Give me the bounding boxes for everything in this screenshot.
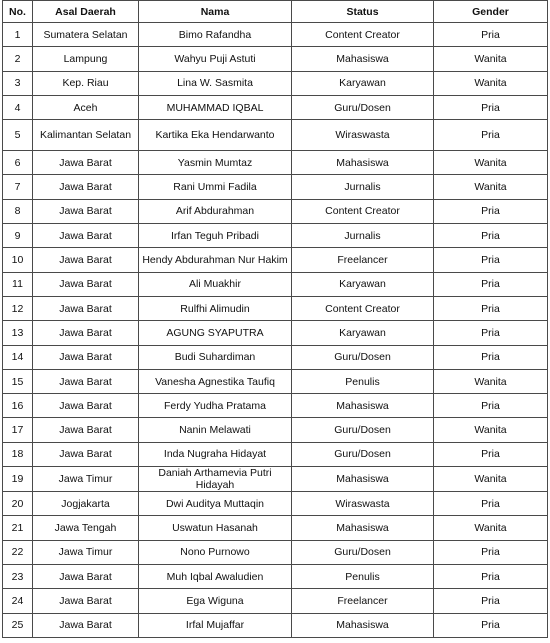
cell-nama: Rani Ummi Fadila: [139, 175, 292, 199]
cell-gender: Pria: [434, 248, 548, 272]
cell-no: 2: [3, 47, 33, 71]
cell-gender: Pria: [434, 345, 548, 369]
cell-asal-daerah: Jawa Barat: [33, 418, 139, 442]
cell-gender: Pria: [434, 442, 548, 466]
cell-asal-daerah: Jawa Barat: [33, 394, 139, 418]
cell-no: 24: [3, 589, 33, 613]
cell-nama: Bimo Rafandha: [139, 23, 292, 47]
cell-nama: Ali Muakhir: [139, 272, 292, 296]
table-row: [3, 418, 548, 442]
cell-no: 10: [3, 248, 33, 272]
cell-no: 9: [3, 224, 33, 248]
cell-nama: Uswatun Hasanah: [139, 516, 292, 540]
cell-status: Mahasiswa: [292, 613, 434, 637]
header-gender: Gender: [434, 1, 548, 23]
cell-status: Mahasiswa: [292, 47, 434, 71]
cell-nama: Ega Wiguna: [139, 589, 292, 613]
table-row: [3, 321, 548, 345]
cell-nama: Budi Suhardiman: [139, 345, 292, 369]
cell-nama: Yasmin Mumtaz: [139, 151, 292, 175]
cell-no: 15: [3, 369, 33, 393]
cell-asal-daerah: Jawa Barat: [33, 442, 139, 466]
cell-status: Mahasiswa: [292, 151, 434, 175]
cell-nama: Hendy Abdurahman Nur Hakim: [139, 248, 292, 272]
cell-no: 1: [3, 23, 33, 47]
cell-nama: Lina W. Sasmita: [139, 71, 292, 95]
cell-no: 6: [3, 151, 33, 175]
table-row: [3, 564, 548, 588]
cell-no: 5: [3, 120, 33, 151]
table-row: [3, 394, 548, 418]
cell-status: Wiraswasta: [292, 492, 434, 516]
cell-asal-daerah: Jawa Barat: [33, 175, 139, 199]
cell-no: 16: [3, 394, 33, 418]
cell-nama: Arif Abdurahman: [139, 199, 292, 223]
cell-nama: AGUNG SYAPUTRA: [139, 321, 292, 345]
cell-gender: Pria: [434, 613, 548, 637]
cell-gender: Wanita: [434, 467, 548, 492]
cell-no: 3: [3, 71, 33, 95]
table-row: [3, 442, 548, 466]
table-row: [3, 47, 548, 71]
cell-status: Karyawan: [292, 71, 434, 95]
cell-nama: Kartika Eka Hendarwanto: [139, 120, 292, 151]
cell-gender: Pria: [434, 540, 548, 564]
cell-asal-daerah: Jawa Barat: [33, 272, 139, 296]
cell-status: Content Creator: [292, 199, 434, 223]
cell-status: Freelancer: [292, 248, 434, 272]
cell-asal-daerah: Jawa Barat: [33, 199, 139, 223]
cell-gender: Wanita: [434, 71, 548, 95]
cell-nama: Dwi Auditya Muttaqin: [139, 492, 292, 516]
cell-no: 14: [3, 345, 33, 369]
cell-nama: Wahyu Puji Astuti: [139, 47, 292, 71]
cell-asal-daerah: Jawa Barat: [33, 248, 139, 272]
cell-gender: Pria: [434, 564, 548, 588]
cell-nama: Nono Purnowo: [139, 540, 292, 564]
cell-gender: Wanita: [434, 47, 548, 71]
cell-no: 11: [3, 272, 33, 296]
cell-no: 20: [3, 492, 33, 516]
cell-nama: Vanesha Agnestika Taufiq: [139, 369, 292, 393]
table-body: [3, 23, 548, 638]
cell-status: Freelancer: [292, 589, 434, 613]
cell-asal-daerah: Jawa Tengah: [33, 516, 139, 540]
cell-status: Jurnalis: [292, 224, 434, 248]
header-row: [3, 1, 548, 23]
table-row: [3, 272, 548, 296]
table-row: [3, 71, 548, 95]
cell-nama: Irfan Teguh Pribadi: [139, 224, 292, 248]
cell-asal-daerah: Jawa Timur: [33, 540, 139, 564]
header-no: No.: [3, 1, 33, 23]
cell-gender: Pria: [434, 589, 548, 613]
cell-no: 23: [3, 564, 33, 588]
cell-no: 17: [3, 418, 33, 442]
table-row: [3, 151, 548, 175]
cell-gender: Wanita: [434, 369, 548, 393]
table-row: [3, 613, 548, 637]
cell-status: Guru/Dosen: [292, 95, 434, 119]
cell-gender: Wanita: [434, 151, 548, 175]
cell-asal-daerah: Lampung: [33, 47, 139, 71]
table-row: [3, 589, 548, 613]
cell-status: Mahasiswa: [292, 394, 434, 418]
cell-nama: Rulfhi Alimudin: [139, 296, 292, 320]
cell-asal-daerah: Sumatera Selatan: [33, 23, 139, 47]
cell-no: 4: [3, 95, 33, 119]
cell-asal-daerah: Jawa Barat: [33, 613, 139, 637]
cell-asal-daerah: Aceh: [33, 95, 139, 119]
cell-status: Penulis: [292, 564, 434, 588]
cell-gender: Pria: [434, 321, 548, 345]
cell-gender: Pria: [434, 95, 548, 119]
cell-gender: Wanita: [434, 175, 548, 199]
cell-no: 13: [3, 321, 33, 345]
cell-status: Karyawan: [292, 321, 434, 345]
table-row: [3, 516, 548, 540]
cell-status: Mahasiswa: [292, 516, 434, 540]
cell-status: Guru/Dosen: [292, 345, 434, 369]
cell-status: Karyawan: [292, 272, 434, 296]
cell-no: 8: [3, 199, 33, 223]
cell-gender: Wanita: [434, 516, 548, 540]
table-row: [3, 369, 548, 393]
cell-nama: Daniah Arthamevia Putri Hidayah: [139, 467, 292, 492]
cell-gender: Pria: [434, 199, 548, 223]
cell-status: Content Creator: [292, 296, 434, 320]
cell-nama: Muh Iqbal Awaludien: [139, 564, 292, 588]
cell-no: 19: [3, 467, 33, 492]
header-status: Status: [292, 1, 434, 23]
cell-status: Penulis: [292, 369, 434, 393]
cell-no: 21: [3, 516, 33, 540]
cell-asal-daerah: Jawa Timur: [33, 467, 139, 492]
cell-nama: Ferdy Yudha Pratama: [139, 394, 292, 418]
cell-no: 22: [3, 540, 33, 564]
table-row: [3, 492, 548, 516]
cell-gender: Wanita: [434, 418, 548, 442]
cell-asal-daerah: Jawa Barat: [33, 224, 139, 248]
cell-gender: Pria: [434, 296, 548, 320]
cell-gender: Pria: [434, 224, 548, 248]
cell-status: Guru/Dosen: [292, 442, 434, 466]
table-row: [3, 120, 548, 151]
cell-gender: Pria: [434, 492, 548, 516]
cell-status: Guru/Dosen: [292, 540, 434, 564]
participants-table: [2, 0, 548, 638]
cell-status: Mahasiswa: [292, 467, 434, 492]
cell-status: Jurnalis: [292, 175, 434, 199]
table-row: [3, 345, 548, 369]
cell-no: 12: [3, 296, 33, 320]
cell-nama: Irfal Mujaffar: [139, 613, 292, 637]
cell-no: 18: [3, 442, 33, 466]
cell-status: Content Creator: [292, 23, 434, 47]
cell-asal-daerah: Jawa Barat: [33, 151, 139, 175]
cell-no: 25: [3, 613, 33, 637]
header-nama: Nama: [139, 1, 292, 23]
cell-asal-daerah: Jawa Barat: [33, 564, 139, 588]
cell-no: 7: [3, 175, 33, 199]
cell-asal-daerah: Kalimantan Selatan: [33, 120, 139, 151]
cell-asal-daerah: Kep. Riau: [33, 71, 139, 95]
cell-asal-daerah: Jogjakarta: [33, 492, 139, 516]
cell-status: Wiraswasta: [292, 120, 434, 151]
cell-asal-daerah: Jawa Barat: [33, 369, 139, 393]
cell-nama: Inda Nugraha Hidayat: [139, 442, 292, 466]
cell-asal-daerah: Jawa Barat: [33, 589, 139, 613]
header-asal-daerah: Asal Daerah: [33, 1, 139, 23]
table-row: [3, 296, 548, 320]
table-row: [3, 23, 548, 47]
table-row: [3, 175, 548, 199]
cell-asal-daerah: Jawa Barat: [33, 345, 139, 369]
table-row: [3, 95, 548, 119]
table-row: [3, 248, 548, 272]
table-row: [3, 540, 548, 564]
cell-gender: Pria: [434, 23, 548, 47]
table-row: [3, 224, 548, 248]
cell-asal-daerah: Jawa Barat: [33, 296, 139, 320]
cell-asal-daerah: Jawa Barat: [33, 321, 139, 345]
cell-gender: Pria: [434, 394, 548, 418]
cell-gender: Pria: [434, 272, 548, 296]
cell-nama: MUHAMMAD IQBAL: [139, 95, 292, 119]
table-row: [3, 199, 548, 223]
cell-status: Guru/Dosen: [292, 418, 434, 442]
cell-gender: Pria: [434, 120, 548, 151]
table-row: [3, 467, 548, 492]
cell-nama: Nanin Melawati: [139, 418, 292, 442]
